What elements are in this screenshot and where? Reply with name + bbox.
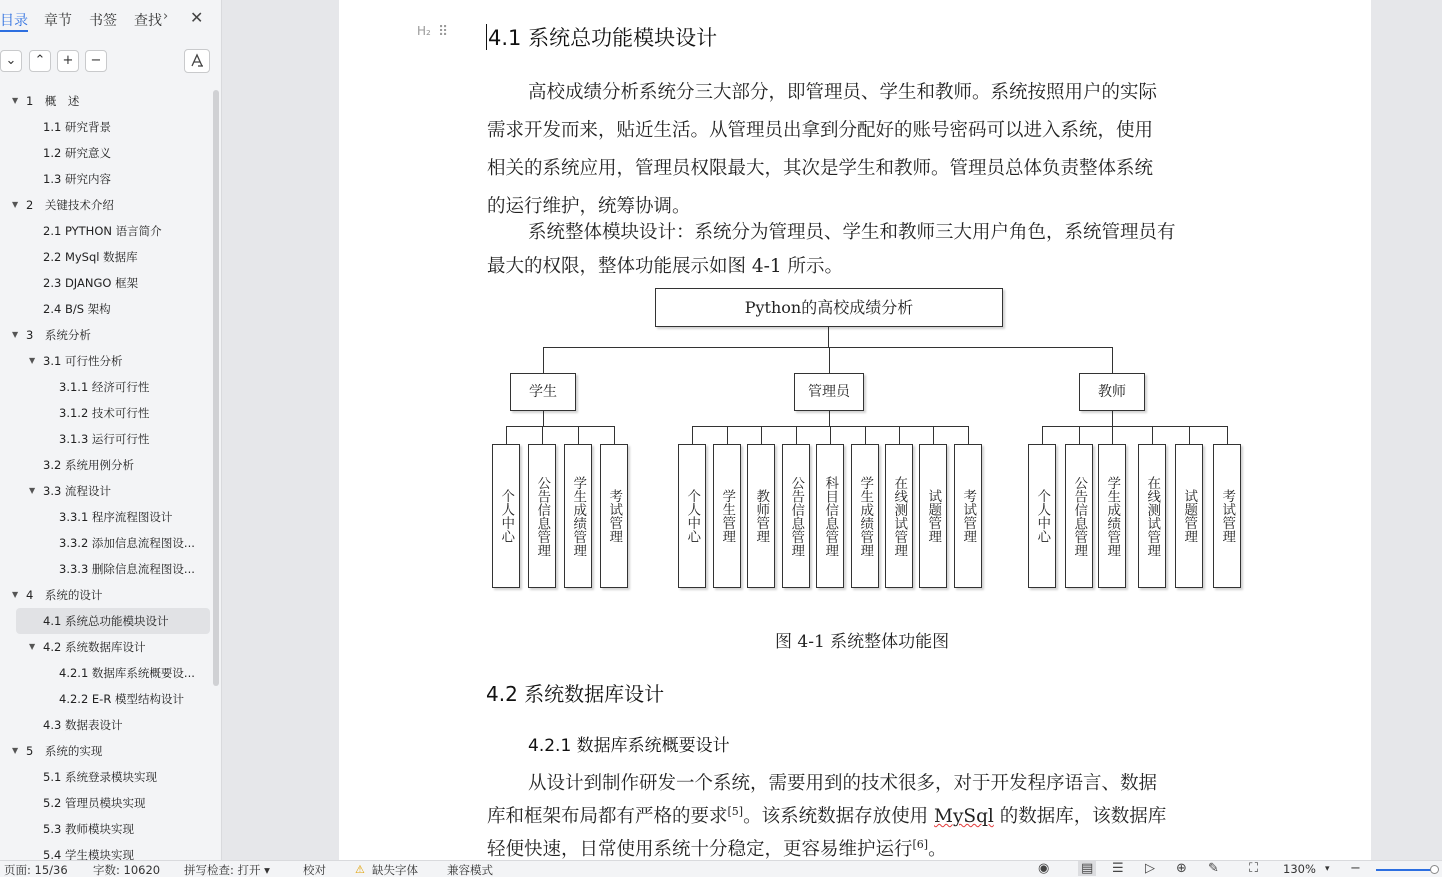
diagram-module-node-label: 公告信息管理 <box>534 475 551 557</box>
toc-item[interactable] <box>0 660 212 686</box>
toc-item[interactable] <box>0 348 212 374</box>
diagram-module-node-label: 在线测试管理 <box>891 475 908 557</box>
zoom-out-icon[interactable]: − <box>1350 861 1361 876</box>
page-view-icon[interactable]: ▤ <box>1078 861 1096 876</box>
text-cursor <box>486 24 487 50</box>
connector-line <box>543 347 544 373</box>
compat-mode-label: 兼容模式 <box>447 863 493 877</box>
paragraph-line: 最大的权限，整体功能展示如图 4-1 所示。 <box>487 256 844 277</box>
chevron-up-icon[interactable]: ⌃ <box>29 50 51 72</box>
connector-line <box>1112 411 1113 427</box>
toc-item-label: 1 概 述 <box>26 94 80 108</box>
connector-line <box>1152 426 1153 444</box>
paragraph-database-design[interactable] <box>487 770 1257 864</box>
chevron-right-icon[interactable]: › <box>163 9 169 24</box>
diagram-module-node-label: 考试管理 <box>606 489 623 543</box>
toc-item-label: 1.3 研究内容 <box>43 172 111 186</box>
toc-item-label: 3.2 系统用例分析 <box>43 458 134 472</box>
diagram-module-node-label: 学生成绩管理 <box>1104 475 1121 557</box>
toc-item[interactable] <box>0 114 212 140</box>
tab-bookmarks[interactable]: 书签 <box>89 13 117 29</box>
connector-line <box>1227 426 1228 444</box>
connector-line <box>968 426 969 444</box>
navigation-pane <box>0 0 222 860</box>
drag-handle-icon[interactable]: ⠿ <box>438 24 447 40</box>
toc-item[interactable] <box>0 426 212 452</box>
diagram-module-node-label: 个人中心 <box>1034 489 1051 543</box>
text-run: 。该系统数据存放使用 <box>743 806 934 828</box>
diagram-module-node-label: 考试管理 <box>1219 489 1236 543</box>
page-count[interactable]: 页面: 15/36 <box>4 863 68 877</box>
connector-line <box>1112 347 1113 373</box>
toc-item[interactable] <box>0 530 212 556</box>
citation-ref[interactable]: [6] <box>912 838 929 852</box>
toc-scrollbar[interactable] <box>213 90 219 686</box>
proofread-button[interactable]: 校对 <box>303 863 326 877</box>
toc-item[interactable] <box>0 322 212 348</box>
diagram-module-node <box>782 444 810 588</box>
section-heading-4-2[interactable]: 4.2 系统数据库设计 <box>486 682 665 706</box>
diagram-module-node <box>851 444 879 588</box>
connector-line <box>727 426 728 444</box>
diagram-module-node-label: 学生管理 <box>719 489 736 543</box>
toc-item[interactable] <box>0 244 212 270</box>
diagram-role-node-label: 管理员 <box>808 384 850 400</box>
diagram-module-node <box>1098 444 1126 588</box>
connector-line <box>899 426 900 444</box>
connector-line <box>614 426 615 444</box>
paragraph-line: 系统整体模块设计：系统分为管理员、学生和教师三大用户角色，系统管理员有 <box>528 222 1176 243</box>
plus-icon[interactable]: + <box>57 50 79 72</box>
paragraph-line <box>487 798 1257 831</box>
toc-item[interactable] <box>0 374 212 400</box>
toc-item-label: 1.1 研究背景 <box>43 120 111 134</box>
text-run: 。 <box>928 839 947 861</box>
diagram-module-node <box>678 444 706 588</box>
toc-item-label: 4.2.2 E-R 模型结构设计 <box>59 692 184 706</box>
toc-item-label: 5.4 学生模块实现 <box>43 848 134 860</box>
tab-chapters[interactable]: 章节 <box>44 13 72 29</box>
table-of-contents <box>0 88 212 860</box>
expand-arrow-icon[interactable]: ▼ <box>12 746 19 755</box>
toc-item[interactable] <box>0 88 212 114</box>
connector-line <box>865 426 866 444</box>
toc-item-label: 4.2.1 数据库系统概要设... <box>59 666 195 680</box>
diagram-role-node <box>510 373 576 411</box>
diagram-module-node-label: 个人中心 <box>684 489 701 543</box>
diagram-module-node-label: 试题管理 <box>925 489 942 543</box>
toc-item-label: 2.4 B/S 架构 <box>43 302 111 316</box>
toc-item-label: 4 系统的设计 <box>26 588 103 602</box>
toc-item-label: 1.2 研究意义 <box>43 146 111 160</box>
diagram-module-node <box>713 444 741 588</box>
toc-item[interactable] <box>0 504 212 530</box>
fit-page-icon[interactable]: ⛶ <box>1249 861 1259 876</box>
diagram-role-node <box>794 373 864 411</box>
diagram-module-node <box>1213 444 1241 588</box>
toc-item[interactable] <box>0 634 212 660</box>
paragraph-line: 从设计到制作研发一个系统，需要用到的技术很多，对于开发程序语言、数据 <box>528 773 1158 794</box>
connector-line <box>796 426 797 444</box>
diagram-module-node-label: 学生成绩管理 <box>857 475 874 557</box>
toc-item-label: 4.2 系统数据库设计 <box>43 640 146 654</box>
toc-item-label: 3.3 流程设计 <box>43 484 111 498</box>
missing-font-button[interactable]: 缺失字体 <box>372 863 418 877</box>
toc-item[interactable] <box>0 140 212 166</box>
connector-line <box>761 426 762 444</box>
toc-item-label: 4.3 数据表设计 <box>43 718 123 732</box>
connector-line <box>543 411 544 427</box>
diagram-module-node-label: 科目信息管理 <box>822 475 839 557</box>
diagram-module-node-label: 公告信息管理 <box>1071 475 1088 557</box>
diagram-module-node <box>528 444 556 588</box>
toc-item-label: 2.2 MySql 数据库 <box>43 250 138 264</box>
connector-line <box>829 411 830 427</box>
paragraph-line: 高校成绩分析系统分三大部分，即管理员、学生和教师。系统按照用户的实际 <box>528 82 1158 103</box>
word-count[interactable]: 字数: 10620 <box>93 863 161 877</box>
toc-item-label: 2.3 DJANGO 框架 <box>43 276 139 290</box>
text-run: 库和框架布局都有严格的要求 <box>487 806 728 828</box>
toc-item-label: 5.1 系统登录模块实现 <box>43 770 157 784</box>
citation-ref[interactable]: [5] <box>727 805 744 818</box>
paragraph-line: 相关的系统应用，管理员权限最大，其次是学生和教师。管理员总体负责整体系统 <box>487 158 1154 179</box>
play-icon[interactable]: ▷ <box>1145 861 1155 876</box>
toc-item-label: 3.1.1 经济可行性 <box>59 380 150 394</box>
spelling-flagged-word[interactable]: MySql <box>934 806 994 828</box>
diagram-root-node-label: Python的高校成绩分析 <box>744 298 914 317</box>
connector-line <box>506 426 507 444</box>
diagram-module-node <box>747 444 775 588</box>
toc-item[interactable] <box>0 738 212 764</box>
diagram-module-node <box>816 444 844 588</box>
diagram-module-node-label: 在线测试管理 <box>1144 475 1161 557</box>
toc-item[interactable] <box>0 764 212 790</box>
status-bar <box>0 860 1442 877</box>
toc-item-label: 2 关键技术介绍 <box>26 198 114 212</box>
tab-toc[interactable]: 目录 <box>0 13 28 29</box>
spell-check-toggle[interactable]: 拼写检查: 打开 ▾ <box>184 863 270 877</box>
expand-arrow-icon[interactable]: ▼ <box>12 96 19 105</box>
warning-icon: ⚠ <box>355 863 365 876</box>
diagram-module-node <box>1138 444 1166 588</box>
expand-arrow-icon[interactable]: ▼ <box>29 356 36 365</box>
heading-level-marker: H₂ <box>417 24 431 38</box>
toc-item[interactable] <box>0 790 212 816</box>
connector-line <box>578 426 579 444</box>
diagram-role-node-label: 教师 <box>1098 384 1126 400</box>
connector-line <box>1042 426 1043 444</box>
connector-line <box>828 327 829 347</box>
figure-caption: 图 4-1 系统整体功能图 <box>775 632 950 652</box>
paragraph-module-design[interactable] <box>487 216 1257 284</box>
diagram-module-node-label: 个人中心 <box>498 489 515 543</box>
expand-arrow-icon[interactable]: ▼ <box>29 486 36 495</box>
active-tab-indicator <box>0 30 28 32</box>
eye-icon[interactable]: ◉ <box>1038 861 1050 876</box>
toc-item-label: 5.3 教师模块实现 <box>43 822 134 836</box>
toc-item[interactable] <box>0 452 212 478</box>
expand-arrow-icon[interactable]: ▼ <box>12 330 19 339</box>
connector-line <box>542 426 543 444</box>
diagram-role-node-label: 学生 <box>529 384 557 400</box>
right-gutter <box>1371 0 1442 860</box>
pen-icon[interactable]: ✎ <box>1208 861 1219 876</box>
toc-item-label: 4.1 系统总功能模块设计 <box>43 614 169 628</box>
diagram-module-node <box>885 444 913 588</box>
outline-view-icon[interactable]: ☰ <box>1112 861 1124 876</box>
toc-item-label: 3.3.3 删除信息流程图设... <box>59 562 195 576</box>
toc-item[interactable] <box>0 296 212 322</box>
section-heading-4-2-1[interactable]: 4.2.1 数据库系统概要设计 <box>528 736 730 756</box>
toc-item-label: 3.1.3 运行可行性 <box>59 432 150 446</box>
find-heading-icon[interactable] <box>184 49 210 73</box>
diagram-module-node <box>564 444 592 588</box>
toc-item[interactable] <box>16 608 210 634</box>
toc-item-label: 5 系统的实现 <box>26 744 103 758</box>
connector-line <box>1079 426 1080 444</box>
expand-arrow-icon[interactable]: ▼ <box>29 642 36 651</box>
toc-item[interactable] <box>0 556 212 582</box>
connector-line <box>506 426 615 427</box>
connector-line <box>692 426 693 444</box>
text-run: 的数据库，该数据库 <box>993 806 1167 828</box>
toc-item-label: 3.1.2 技术可行性 <box>59 406 150 420</box>
connector-line <box>1112 426 1113 444</box>
close-icon[interactable]: ✕ <box>190 8 204 27</box>
expand-arrow-icon[interactable]: ▼ <box>12 590 19 599</box>
diagram-root-node <box>655 288 1003 327</box>
diagram-module-node <box>954 444 982 588</box>
diagram-module-node-label: 公告信息管理 <box>788 475 805 557</box>
toc-item[interactable] <box>0 270 212 296</box>
connector-line <box>933 426 934 444</box>
toc-item[interactable] <box>0 400 212 426</box>
text-run: 轻便快速，日常使用系统十分稳定，更容易维护运行 <box>487 839 913 861</box>
connector-line <box>543 347 1112 348</box>
diagram-module-node <box>1065 444 1093 588</box>
zoom-level[interactable]: 130% <box>1283 862 1316 876</box>
chevron-down-icon[interactable]: ⌄ <box>0 50 22 72</box>
paragraph-line: 的运行维护，统筹协调。 <box>487 196 691 217</box>
diagram-module-node-label: 考试管理 <box>960 489 977 543</box>
diagram-module-node-label: 试题管理 <box>1181 489 1198 543</box>
toc-item[interactable] <box>0 218 212 244</box>
toc-item[interactable] <box>0 842 212 860</box>
diagram-module-node <box>1028 444 1056 588</box>
toc-item[interactable] <box>0 712 212 738</box>
function-module-diagram[interactable] <box>480 284 1260 604</box>
section-heading-4-1[interactable]: 4.1 系统总功能模块设计 <box>488 26 718 50</box>
diagram-module-node-label: 学生成绩管理 <box>570 475 587 557</box>
connector-line <box>1189 426 1190 444</box>
connector-line <box>830 426 831 444</box>
zoom-dropdown-caret[interactable]: ▾ <box>1325 864 1330 874</box>
diagram-module-node-label: 教师管理 <box>753 489 770 543</box>
connector-line <box>829 347 830 373</box>
pane-tabs <box>0 0 222 38</box>
expand-arrow-icon[interactable]: ▼ <box>12 200 19 209</box>
tab-find[interactable]: 查找 <box>134 13 162 29</box>
diagram-role-node <box>1079 373 1145 411</box>
toc-item-label: 3.3.2 添加信息流程图设... <box>59 536 195 550</box>
toc-item[interactable] <box>0 478 212 504</box>
toc-item-label: 2.1 PYTHON 语言简介 <box>43 224 162 238</box>
paragraph-line: 需求开发而来，贴近生活。从管理员出拿到分配好的账号密码可以进入系统，使用 <box>487 120 1154 141</box>
toc-item[interactable] <box>0 582 212 608</box>
toc-item-label: 3 系统分析 <box>26 328 91 342</box>
connector-line <box>1042 426 1228 427</box>
minus-icon[interactable]: − <box>85 50 107 72</box>
toc-item-label: 3.3.1 程序流程图设计 <box>59 510 173 524</box>
toc-item[interactable] <box>0 166 212 192</box>
diagram-module-node <box>600 444 628 588</box>
diagram-module-node <box>492 444 520 588</box>
toc-item-label: 3.1 可行性分析 <box>43 354 123 368</box>
toc-item[interactable] <box>0 816 212 842</box>
toc-item[interactable] <box>0 686 212 712</box>
paragraph-intro[interactable] <box>487 74 1257 226</box>
diagram-module-node <box>919 444 947 588</box>
web-view-icon[interactable]: ⊕ <box>1176 861 1187 876</box>
toc-item-label: 5.2 管理员模块实现 <box>43 796 146 810</box>
zoom-slider-track[interactable] <box>1376 869 1434 871</box>
diagram-module-node <box>1175 444 1203 588</box>
toc-item[interactable] <box>0 192 212 218</box>
zoom-slider-handle[interactable] <box>1430 865 1439 874</box>
